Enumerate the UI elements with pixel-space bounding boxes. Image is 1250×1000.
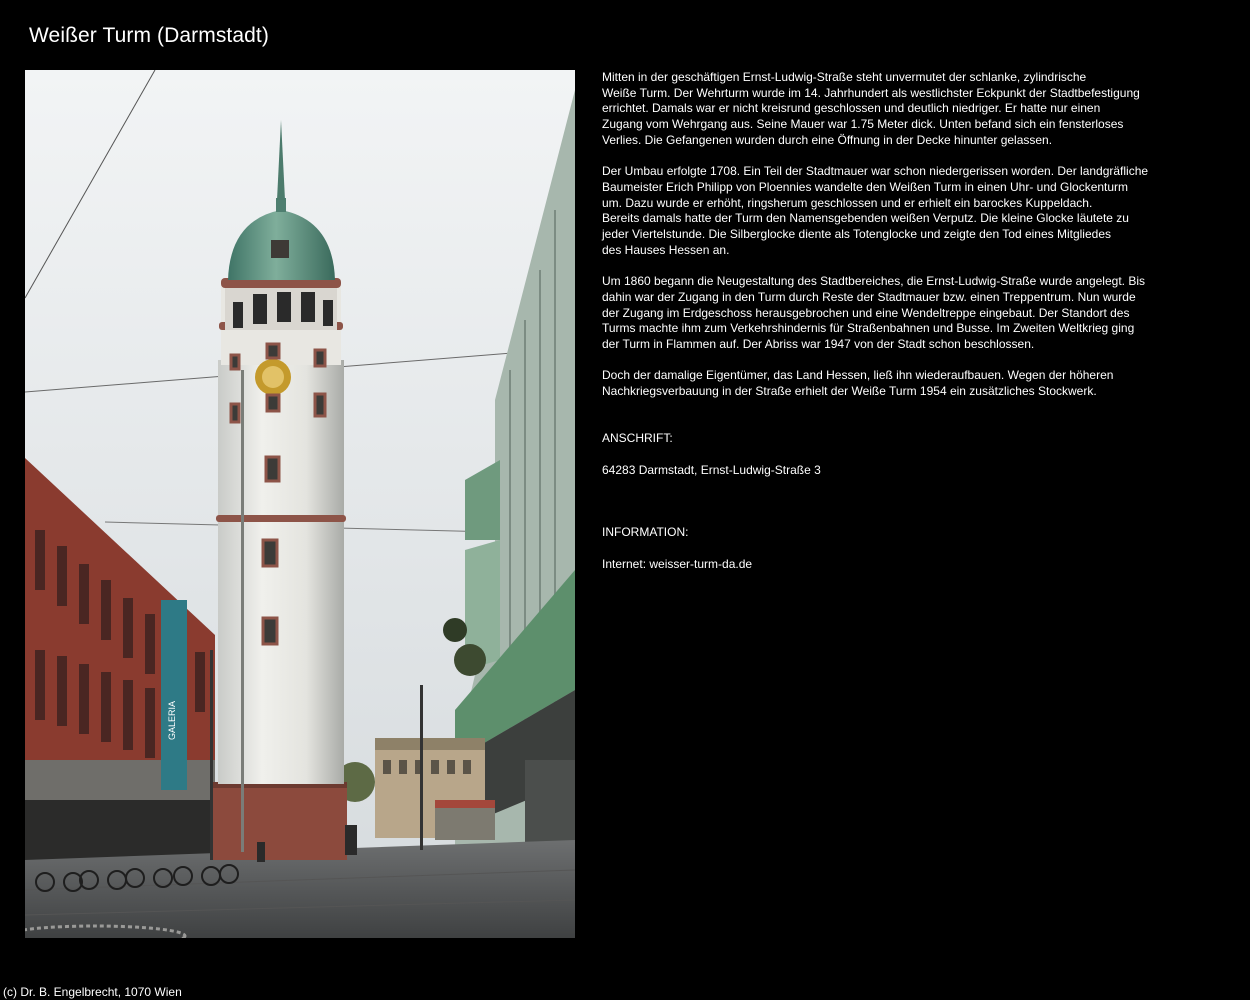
description-text [602, 70, 1162, 604]
description-paragraph-1: Mitten in der geschäftigen Ernst-Ludwig-Straße steht unvermutet der schlanke, zylindrische Weiße Turm. Der Wehrturm wurde im 14. Jahrhundert als westlichster Eckpunkt der Stadtbefestigung errichtet. Damals war er nicht kreisrund geschlossen und deutlich niedriger. Er hatte nur einen Zugang vom Wehrgang aus. Seine Mauer war 1.75 Meter dick. Unten befand sich ein fensterloses Verlies. Die Gefangenen wurden durch eine Öffnung in der Decke hinunter gelassen. [602, 70, 1140, 147]
address-label: ANSCHRIFT: [602, 431, 673, 446]
tower-photo [25, 70, 575, 938]
info-block [602, 510, 1162, 589]
description-paragraph-2: Der Umbau erfolgte 1708. Ein Teil der Stadtmauer war schon niedergerissen worden. Der landgräfliche Baumeister Erich Philipp von Ploennies wandelte den Weißen Turm in einen Uhr- und Glockenturm um. Dazu wurde er erhöht, ringsherum geschlossen und er erhielt ein barockes Kuppeldach. Bereits damals hatte der Turm den Namensgebenden weißen Verputz. Die kleine Glocke läutete zu jeder Viertelstunde. Die Silberglocke diente als Totenglocke und zeigte den Tod eines Mitgliedes des Hauses Hessen an. [602, 164, 1149, 257]
description-paragraph-3: Um 1860 begann die Neugestaltung des Stadtbereiches, die Ernst-Ludwig-Straße wurde angelegt. Bis dahin war der Zugang in den Turm durch Reste der Stadtmauer bzw. einen Treppentrum. Nun wurde der Zugang im Erdgeschoss herausgebrochen und eine Wendeltreppe eingebaut. Der Standort des Turms machte ihm zum Verkehrshindernis für Straßenbahnen und Busse. Im Zweiten Weltkrieg ging der Turm in Flammen auf. Der Abriss war 1947 von der Stadt schon beschlossen. [602, 274, 1145, 351]
description-paragraph-4: Doch der damalige Eigentümer, das Land Hessen, ließ ihn wiederaufbauen. Wegen der höheren Nachkriegsverbauung in der Straße erhielt der Weiße Turm 1954 ein zusätzliches Stockwerk. [602, 368, 1114, 399]
copyright-footer: (c) Dr. B. Engelbrecht, 1070 Wien [3, 985, 182, 999]
store-sign: GALERIA [167, 700, 177, 740]
page-title: Weißer Turm (Darmstadt) [29, 24, 269, 47]
address-value: 64283 Darmstadt, Ernst-Ludwig-Straße 3 [602, 462, 821, 477]
info-link[interactable]: Internet: weisser-turm-da.de [602, 556, 753, 571]
address-block [602, 415, 1162, 494]
info-label: INFORMATION: [602, 525, 689, 540]
